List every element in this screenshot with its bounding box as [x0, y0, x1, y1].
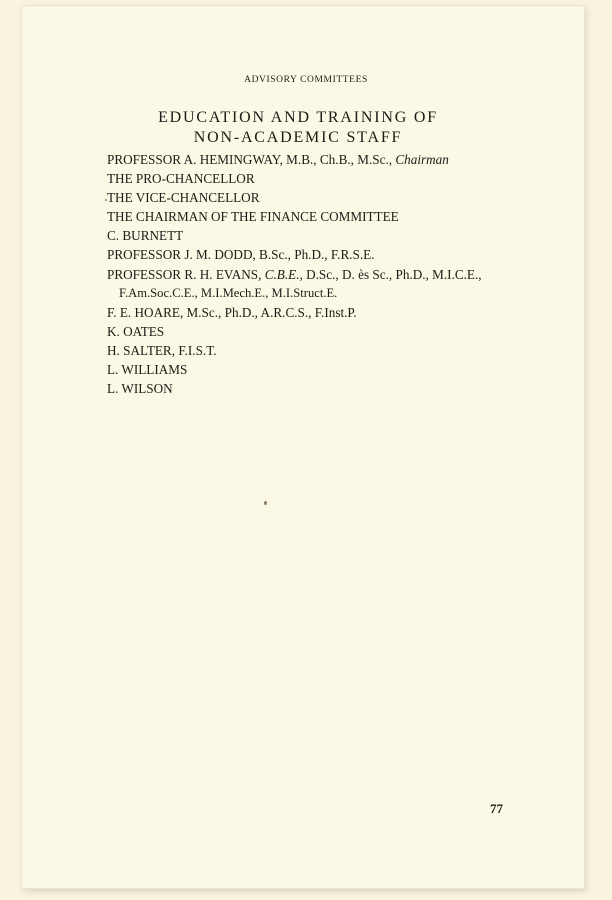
- paper-speck: [264, 501, 267, 505]
- committee-title: [0, 108, 596, 148]
- member-pro-chancellor: THE PRO-CHANCELLOR: [107, 171, 255, 187]
- member-burnett: C. BURNETT: [107, 228, 184, 244]
- member-role: Chairman: [395, 152, 449, 167]
- member-wilson: L. WILSON: [107, 381, 173, 397]
- member-hoare: F. E. HOARE, M.Sc., Ph.D., A.R.C.S., F.Inst.P.: [107, 304, 357, 320]
- member-vice-chancellor: THE VICE-CHANCELLOR: [107, 190, 260, 206]
- member-dodd: PROFESSOR J. M. DODD, B.Sc., Ph.D., F.R.S.E.: [107, 247, 375, 263]
- member-chairman: [107, 150, 482, 169]
- member-oates: K. OATES: [107, 323, 165, 339]
- paper-speck: [105, 199, 107, 201]
- committee-title-line-1: EDUCATION AND TRAINING OF: [158, 109, 438, 126]
- member-honour: C.B.E.,: [264, 266, 303, 282]
- member-name: PROFESSOR R. H. EVANS,: [107, 266, 262, 282]
- member-evans: [107, 265, 482, 284]
- member-salter: H. SALTER, F.I.S.T.: [107, 342, 217, 358]
- page-number: 77: [490, 801, 503, 816]
- member-williams: L. WILLIAMS: [107, 362, 188, 378]
- committee-title-line-2: NON-ACADEMIC STAFF: [193, 129, 403, 146]
- running-head: ADVISORY COMMITTEES: [244, 75, 368, 85]
- member-finance-chairman: THE CHAIRMAN OF THE FINANCE COMMITTEE: [107, 209, 399, 225]
- member-name: PROFESSOR A. HEMINGWAY, M.B., Ch.B., M.Sc.,: [107, 152, 393, 167]
- member-list: [107, 150, 482, 398]
- member-qualifications: D.Sc., D. ès Sc., Ph.D., M.I.C.E.,: [306, 266, 482, 282]
- member-evans-continuation: F.Am.Soc.C.E., M.I.Mech.E., M.I.Struct.E.: [119, 285, 338, 300]
